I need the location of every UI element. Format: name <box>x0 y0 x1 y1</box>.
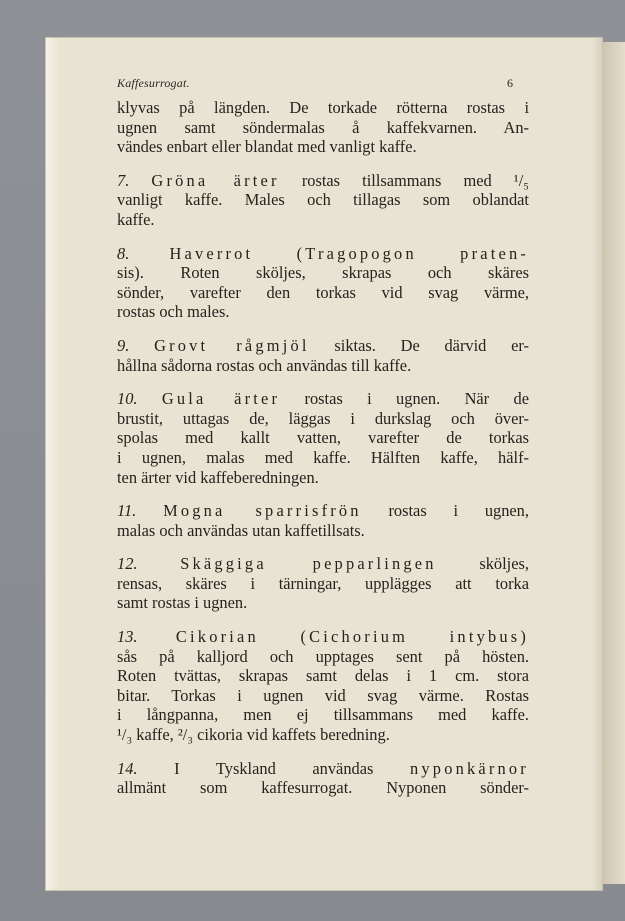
text-line: i långpanna, men ej tillsammans med kaffe. <box>117 705 529 725</box>
paragraph <box>117 627 529 745</box>
item-number: 10. <box>117 389 138 409</box>
text-line <box>117 171 529 191</box>
item-term: nyponkärnor <box>410 758 529 778</box>
text-line: klyvas på längden. De torkade rötterna rostas i <box>117 98 529 117</box>
paragraph <box>117 759 529 798</box>
text-line: bitar. Torkas i ugnen vid svag värme. Rostas <box>117 685 529 705</box>
item-number: 9. <box>117 335 130 355</box>
text-line-rest: I Tyskland användas <box>174 758 374 778</box>
item-term: Gula ärter <box>161 389 281 409</box>
text-line: sås på kalljord och upptages sent på hösten. <box>117 646 529 666</box>
text-line-rest: rostas i ugnen. När de <box>304 389 529 409</box>
paragraph <box>117 244 529 322</box>
text-line: rostas och males. <box>117 302 230 322</box>
text-line: samt rostas i ugnen. <box>117 593 248 613</box>
paragraph <box>117 389 529 487</box>
text-line: vändes enbart eller blandat med vanligt kaffe. <box>117 137 417 157</box>
facing-page-edge <box>602 42 625 884</box>
page-number: 6 <box>507 76 513 90</box>
page-header <box>117 76 513 94</box>
paragraph <box>117 554 529 613</box>
text-line-rest: rostas tillsammans med ¹/₅ <box>301 170 529 190</box>
text-line-rest: siktas. De därvid er- <box>334 335 529 355</box>
item-number: 12. <box>117 554 138 574</box>
paragraph <box>117 336 529 375</box>
running-title: Kaffesurrogat. <box>117 76 190 90</box>
text-line <box>117 244 529 264</box>
text-line: hållna sådorna rostas och användas till kaffe. <box>117 355 412 375</box>
text-line-rest: rostas i ugnen, <box>388 501 529 521</box>
text-line-rest: sköljes, <box>479 554 529 574</box>
text-line: kaffe. <box>117 209 155 229</box>
text-line <box>117 759 529 779</box>
item-number: 14. <box>117 758 138 778</box>
paragraph <box>117 98 529 157</box>
item-number: 8. <box>117 243 130 263</box>
text-line <box>117 389 529 409</box>
text-line: ten ärter vid kaffeberedningen. <box>117 467 319 487</box>
item-term: Haverrot (Tragopogon praten- <box>169 243 529 263</box>
text-line: malas och användas utan kaffetillsats. <box>117 520 365 540</box>
text-line <box>117 627 529 647</box>
item-number: 11. <box>117 501 137 521</box>
item-term: Mogna sparrisfrön <box>163 501 362 521</box>
text-line <box>117 336 529 356</box>
item-term: Gröna ärter <box>151 170 280 190</box>
text-line: rensas, skäres i tärningar, upplägges att torka <box>117 573 529 593</box>
paragraph <box>117 501 529 540</box>
body-text <box>117 98 529 812</box>
item-number: 13. <box>117 627 138 647</box>
item-number: 7. <box>117 170 130 190</box>
text-line: sönder, varefter den torkas vid svag värme, <box>117 282 529 302</box>
text-line <box>117 554 529 574</box>
text-line: spolas med kallt vatten, varefter de torkas <box>117 428 529 448</box>
text-line: allmänt som kaffesurrogat. Nyponen sönder- <box>117 778 529 798</box>
text-line: vanligt kaffe. Males och tillagas som oblandat <box>117 190 529 210</box>
text-line: brustit, uttagas de, läggas i durkslag och över- <box>117 408 529 428</box>
paragraph <box>117 171 529 230</box>
text-line: i ugnen, malas med kaffe. Hälften kaffe, hälf- <box>117 447 529 467</box>
text-line: ugnen samt söndermalas å kaffekvarnen. An- <box>117 117 529 137</box>
text-line: sis). Roten sköljes, skrapas och skäres <box>117 263 529 283</box>
text-line: Roten tvättas, skrapas samt delas i 1 cm. stora <box>117 666 529 686</box>
text-line <box>117 501 529 521</box>
item-term: Cikorian (Cichorium intybus) <box>175 627 529 647</box>
item-term: Skäggiga pepparlingen <box>180 554 437 574</box>
item-term: Grovt rågmjöl <box>154 335 310 355</box>
text-line: ¹/₃ kaffe, ²/₃ cikoria vid kaffets beredning. <box>117 725 390 745</box>
